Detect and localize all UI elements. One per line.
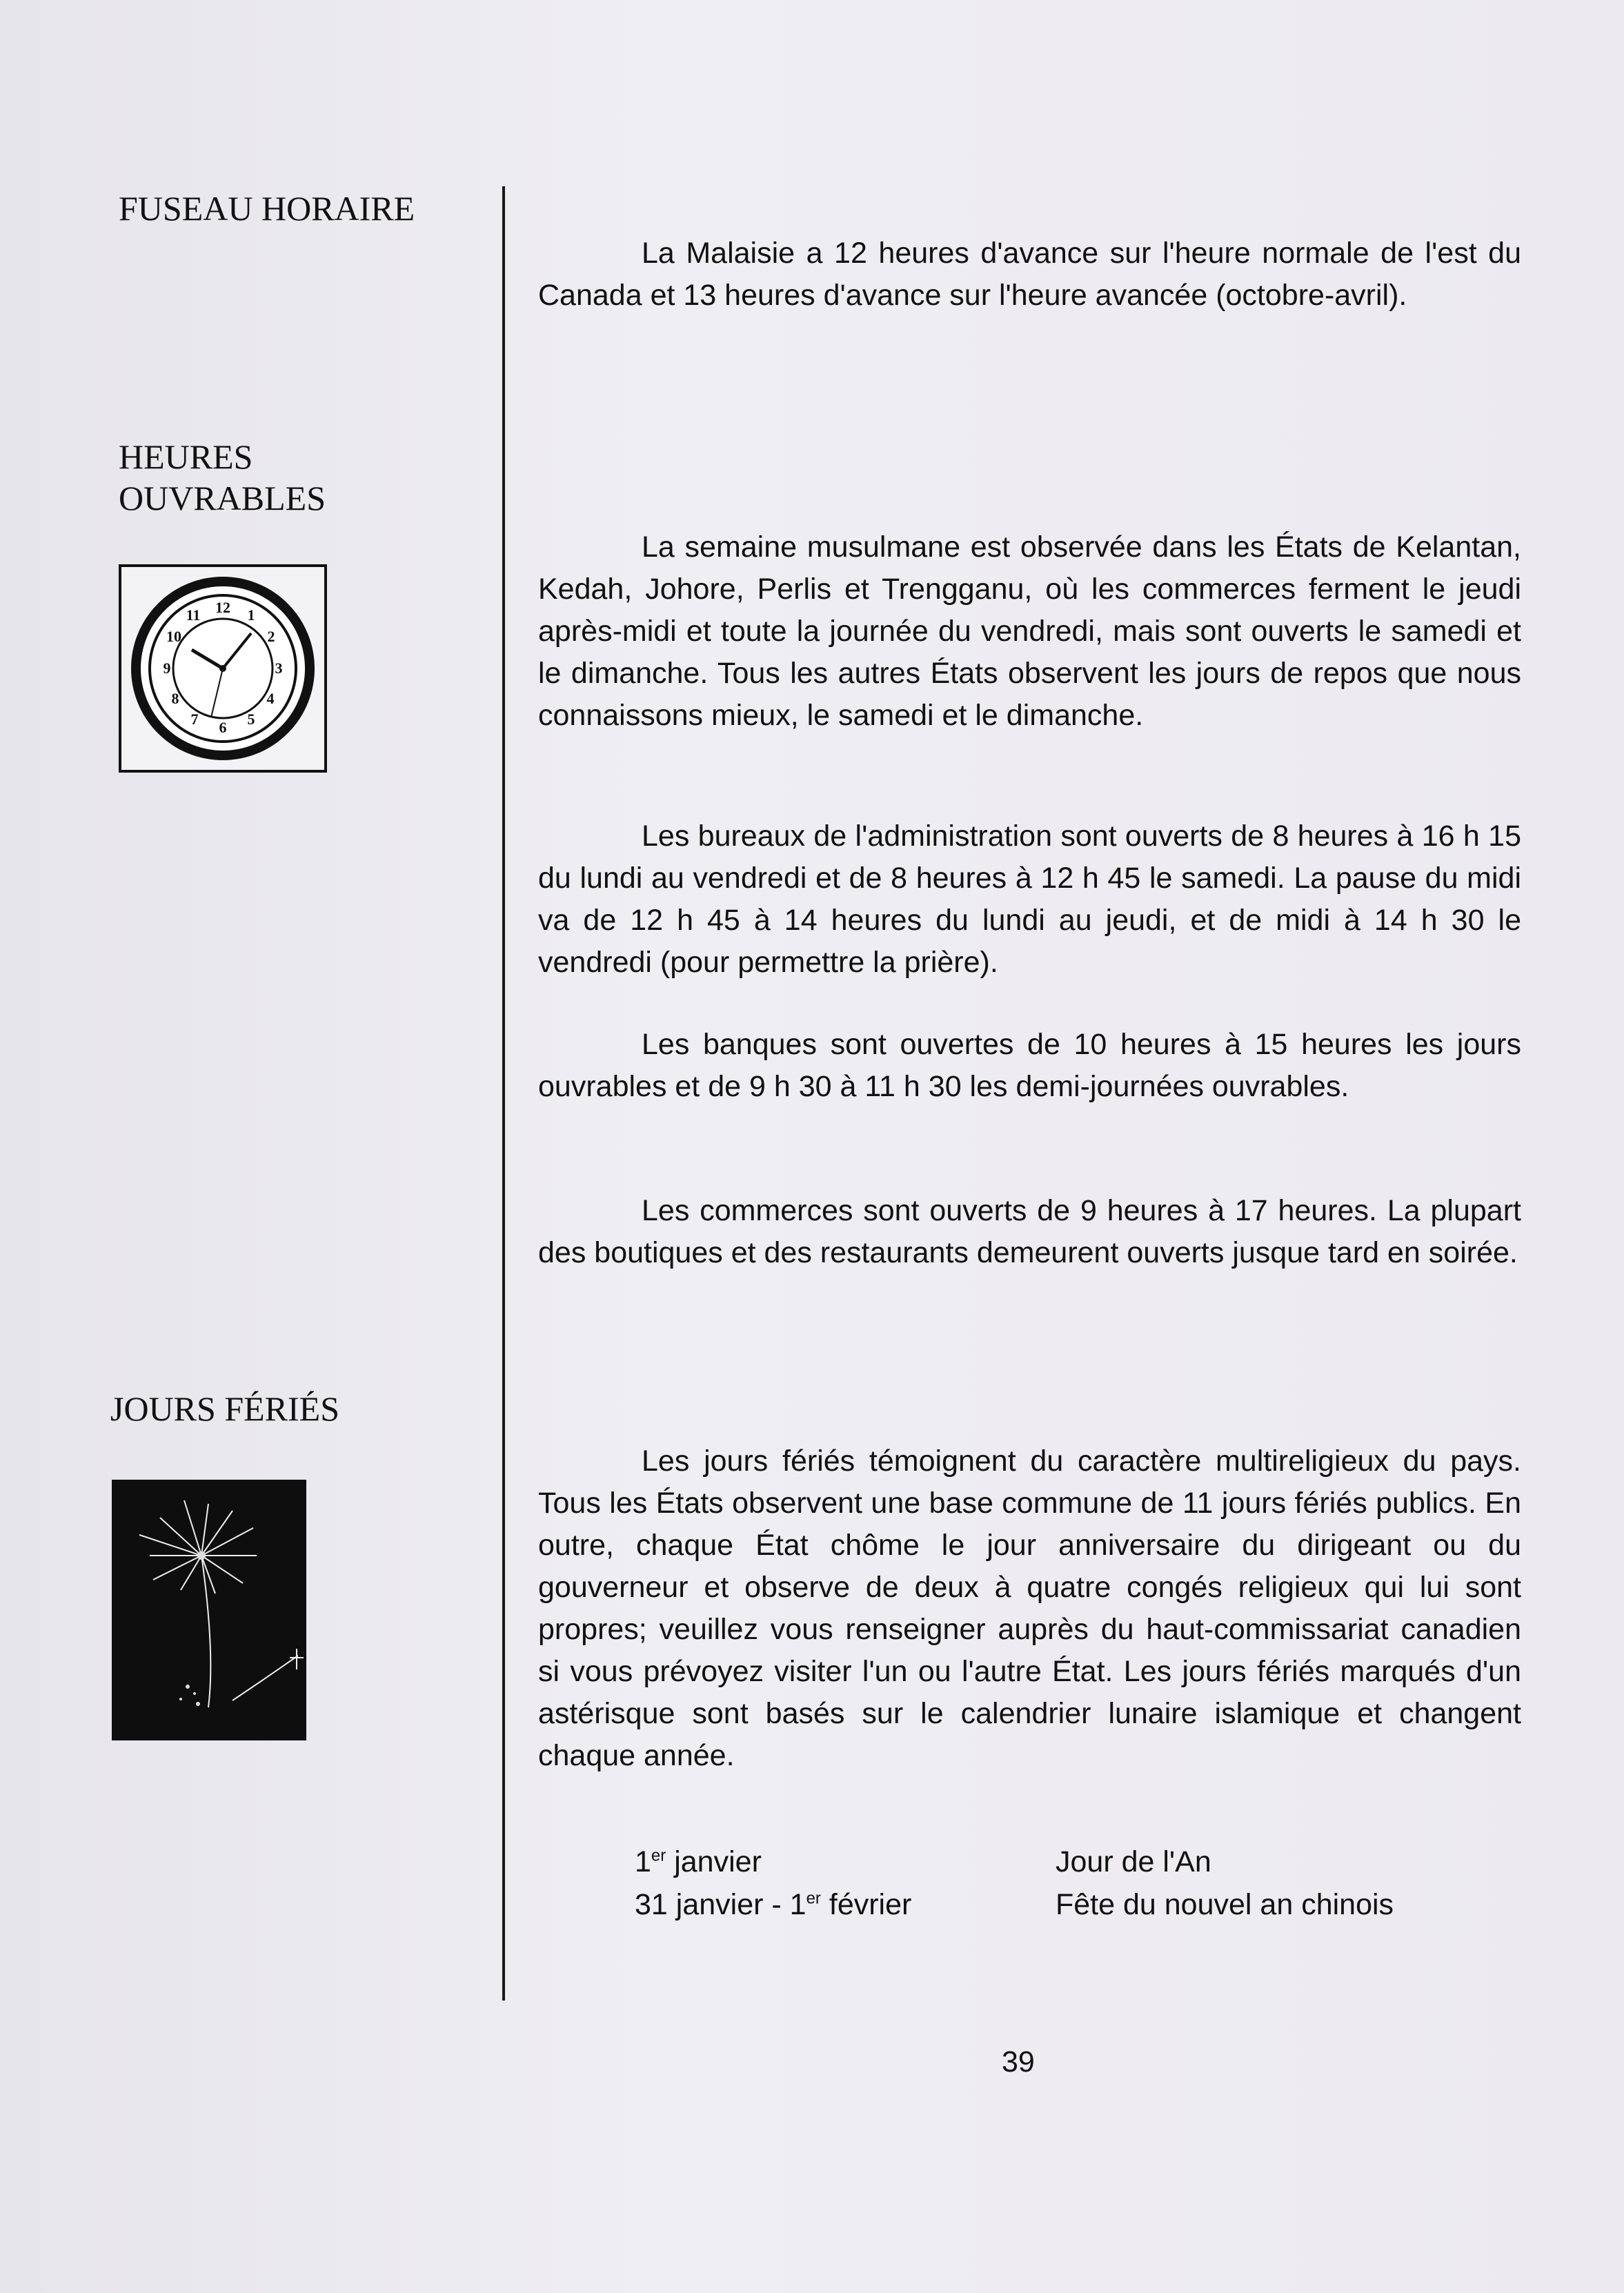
clock-illustration xyxy=(119,564,327,773)
paragraph-jours-feries: Les jours fériés témoignent du caractère multireligieux du pays. Tous les États observent une base commune de 11 jours fériés publics. En outre, chaque État chôme le jour anniversaire du dirigeant ou du gouverneur et observe de deux à quatre congés religieux qui lui sont propres; veuillez vous renseigner auprès du haut-commissariat canadien si vous prévoyez visiter l'un ou l'autre État. Les jours fériés marqués d'un astérisque sont basés sur le calendrier lunaire islamique et changent chaque année. xyxy=(538,1445,1521,1772)
svg-text:9: 9 xyxy=(163,659,171,677)
heading-fuseau-horaire: FUSEAU HORAIRE xyxy=(119,189,415,228)
holiday-name: Fête du nouvel an chinois xyxy=(1056,1888,1394,1921)
heading-heures-line1: HEURES xyxy=(119,437,253,476)
holiday-row xyxy=(635,1883,1497,1926)
svg-text:2: 2 xyxy=(267,628,275,645)
holiday-name: Jour de l'An xyxy=(1056,1845,1211,1878)
column-divider xyxy=(502,186,505,2001)
holiday-date: 1er janvier xyxy=(635,1845,762,1878)
holiday-date: 31 janvier - 1er février xyxy=(635,1888,912,1921)
svg-text:7: 7 xyxy=(190,711,199,728)
heading-heures-line2: OUVRABLES xyxy=(119,479,326,517)
heading-heures-ouvrables xyxy=(119,436,326,519)
heading-jours-feries: JOURS FÉRIÉS xyxy=(110,1389,340,1428)
paragraph-heures-commerces: Les commerces sont ouverts de 9 heures à 17 heures. La plupart des boutiques et des restaurants demeurent ouverts jusque tard en soirée. xyxy=(538,1194,1521,1269)
svg-text:6: 6 xyxy=(219,719,227,736)
svg-text:12: 12 xyxy=(215,599,230,616)
svg-text:3: 3 xyxy=(275,659,283,677)
svg-text:11: 11 xyxy=(186,606,201,624)
holiday-list xyxy=(635,1840,1497,1926)
svg-text:4: 4 xyxy=(266,690,275,707)
svg-text:1: 1 xyxy=(247,606,255,624)
paragraph-heures-bureaux: Les bureaux de l'administration sont ouverts de 8 heures à 16 h 15 du lundi au vendredi et de 8 heures à 12 h 45 le samedi. La pause du midi va de 12 h 45 à 14 heures du lundi au jeudi, et de midi à 14 h 30 le vendredi (pour permettre la prière). xyxy=(538,820,1521,979)
fireworks-illustration xyxy=(112,1480,306,1740)
paragraph-fuseau: La Malaisie a 12 heures d'avance sur l'heure normale de l'est du Canada et 13 heures d'avance sur l'heure avancée (octobre-avril). xyxy=(538,237,1521,312)
paragraph-heures-banques: Les banques sont ouvertes de 10 heures à 15 heures les jours ouvrables et de 9 h 30 à 11 h 30 les demi-journées ouvrables. xyxy=(538,1028,1521,1103)
paragraph-heures-semaine: La semaine musulmane est observée dans les États de Kelantan, Kedah, Johore, Perlis et Trengganu, où les commerces ferment le jeudi après-midi et toute la journée du vendredi, mais sont ouverts le samedi et le dimanche. Tous les autres États observent les jours de repos que nous connaissons mieux, le samedi et le dimanche. xyxy=(538,530,1521,732)
svg-text:5: 5 xyxy=(247,711,255,728)
page-number: 39 xyxy=(1002,2045,1035,2078)
svg-text:10: 10 xyxy=(166,628,181,645)
clock-icon xyxy=(121,567,324,770)
svg-text:8: 8 xyxy=(171,690,179,707)
fireworks-icon xyxy=(112,1480,306,1740)
holiday-row xyxy=(635,1840,1497,1883)
